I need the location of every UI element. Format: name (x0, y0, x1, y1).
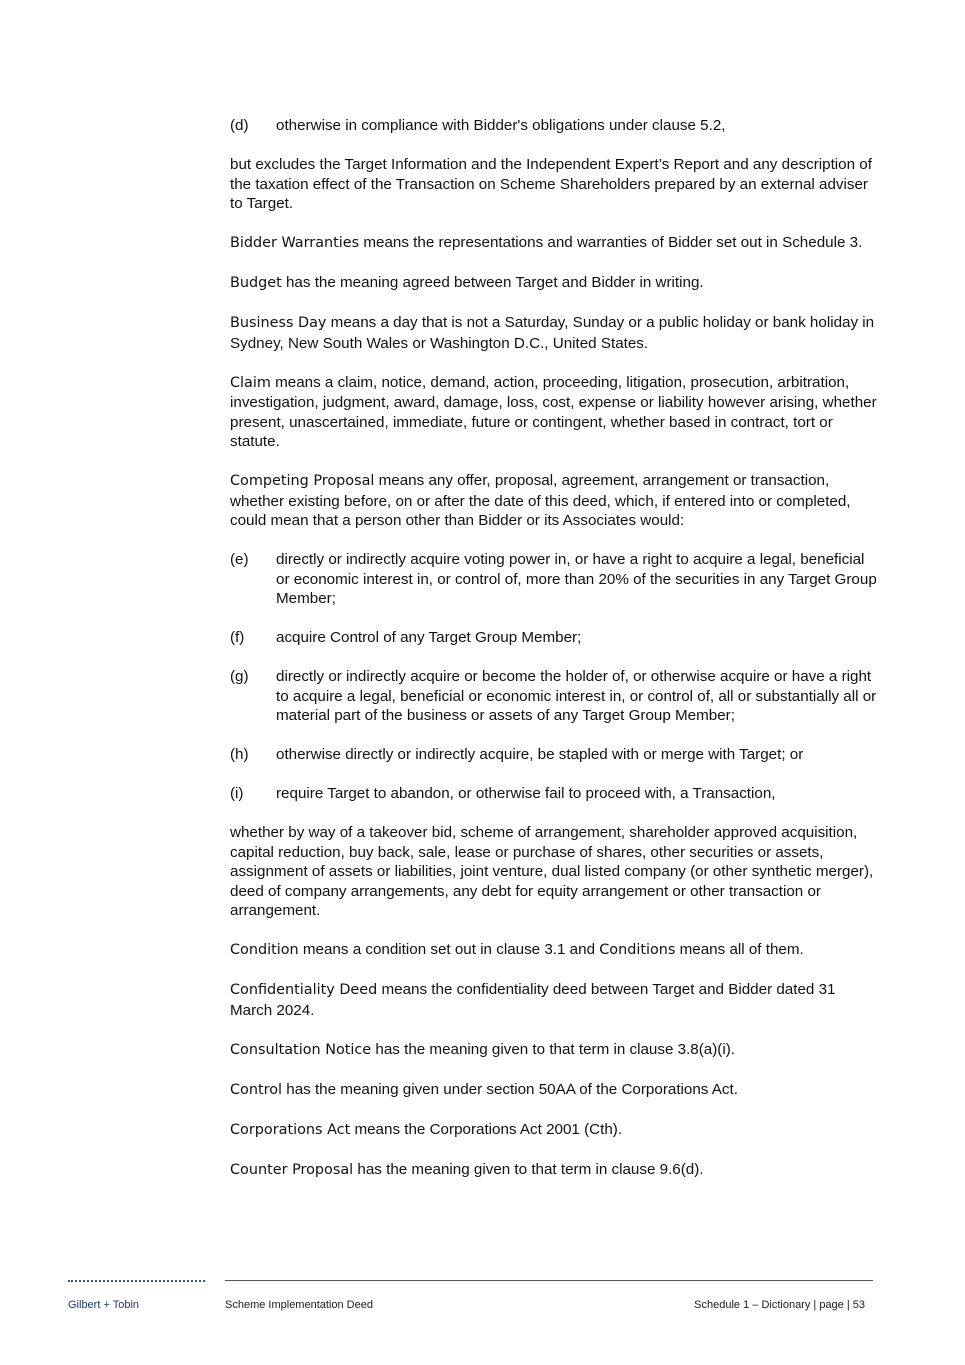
document-body (230, 116, 878, 1200)
defined-term: Competing Proposal (230, 473, 375, 489)
definition-text: means the representations and warranties of Bidder set out in Schedule 3. (359, 234, 863, 251)
defined-term: Conditions (599, 942, 676, 958)
item-label: (f) (230, 629, 245, 646)
footer-page-location: Schedule 1 – Dictionary | page | 53 (694, 1299, 865, 1311)
defined-term: Condition (230, 942, 299, 958)
item-text: otherwise directly or indirectly acquire, be stapled with or merge with Target; or (276, 746, 804, 763)
definition-text: has the meaning given under section 50AA of the Corporations Act. (282, 1080, 738, 1098)
footer-document-title: Scheme Implementation Deed (225, 1299, 373, 1311)
definition-text: means a claim, notice, demand, action, proceeding, litigation, prosecution, arbitration, investigation, judgment, award, damage, loss, cost, expense or liability however arising, whether present, unascertained, immediate, future or contingent, whether based in contract, tort or statute. (230, 373, 877, 450)
definition-text: means the Corporations Act 2001 (Cth). (350, 1120, 623, 1138)
defined-term: Business Day (230, 315, 327, 331)
footer-dotted-rule (68, 1280, 205, 1282)
list-item (230, 667, 878, 726)
item-text: directly or indirectly acquire voting power in, or have a right to acquire a legal, beneficial or economic interest in, or control of, more than 20% of the securities in any Target Group Member; (276, 551, 877, 607)
list-item (230, 745, 878, 765)
definition-corporations-act (230, 1120, 878, 1141)
item-label: (d) (230, 117, 249, 134)
paragraph-whether: whether by way of a takeover bid, scheme of arrangement, shareholder approved acquisition, capital reduction, buy back, sale, lease or purchase of shares, other securities or assets, assignment of assets or liabilities, joint venture, dual listed company (or other synthetic merger), deed of company arrangements, any debt for equity arrangement or other transaction or arrangement. (230, 824, 874, 919)
definition-text: has the meaning agreed between Target and Bidder in writing. (281, 274, 704, 291)
item-label: (i) (230, 785, 244, 802)
item-text: directly or indirectly acquire or become the holder of, or otherwise acquire or have a right to acquire a legal, beneficial or economic interest in, or control of, all or substantially all or material part of the business or assets of any Target Group Member; (276, 668, 877, 724)
item-label: (h) (230, 746, 249, 763)
definition-counter-proposal (230, 1160, 878, 1181)
defined-term: Corporations Act (230, 1121, 351, 1138)
list-item (230, 628, 878, 648)
definition-claim (230, 373, 878, 452)
item-text: acquire Control of any Target Group Member; (276, 629, 582, 646)
item-text: require Target to abandon, or otherwise fail to proceed with, a Transaction, (276, 785, 776, 802)
definition-control (230, 1080, 878, 1101)
definition-text: means all of them. (675, 941, 804, 958)
footer-rule (225, 1280, 873, 1281)
definition-text: means any offer, proposal, agreement, arrangement or transaction, whether existing before, on or after the date of this deed, which, if entered into or completed, could mean that a person other than Bidder or its Associates would: (230, 472, 851, 529)
defined-term: Bidder Warranties (230, 235, 360, 251)
defined-term: Control (230, 1081, 283, 1098)
definition-text: has the meaning given to that term in clause 3.8(a)(i). (371, 1040, 736, 1058)
item-label: (g) (230, 668, 249, 685)
defined-term: Consultation Notice (230, 1041, 372, 1058)
definition-text: means the confidentiality deed between Target and Bidder dated 31 March 2024. (230, 981, 836, 1019)
list-item (230, 550, 878, 609)
definition-text: has the meaning given to that term in clause 9.6(d). (353, 1160, 704, 1178)
defined-term: Counter Proposal (230, 1161, 354, 1178)
definition-budget (230, 273, 878, 294)
list-item (230, 116, 878, 136)
definition-bidder-warranties (230, 233, 878, 254)
definition-competing-proposal (230, 471, 878, 531)
definition-confidentiality-deed (230, 980, 878, 1020)
item-label: (e) (230, 551, 249, 568)
defined-term: Confidentiality Deed (230, 982, 378, 998)
definition-business-day (230, 313, 878, 353)
definition-condition (230, 940, 878, 961)
item-text: otherwise in compliance with Bidder's obligations under clause 5.2, (276, 117, 726, 134)
list-item (230, 784, 878, 804)
definition-consultation-notice (230, 1040, 878, 1061)
defined-term: Claim (230, 374, 271, 391)
definition-text: means a condition set out in clause 3.1 and (298, 941, 600, 958)
definition-text: means a day that is not a Saturday, Sunday or a public holiday or bank holiday in Sydney, New South Wales or Washington D.C., United States. (230, 314, 875, 352)
paragraph-excludes: but excludes the Target Information and the Independent Expert’s Report and any description of the taxation effect of the Transaction on Scheme Shareholders prepared by an external adviser to Target. (230, 156, 872, 212)
footer-firm-name: Gilbert + Tobin (68, 1299, 140, 1311)
defined-term: Budget (230, 275, 282, 291)
